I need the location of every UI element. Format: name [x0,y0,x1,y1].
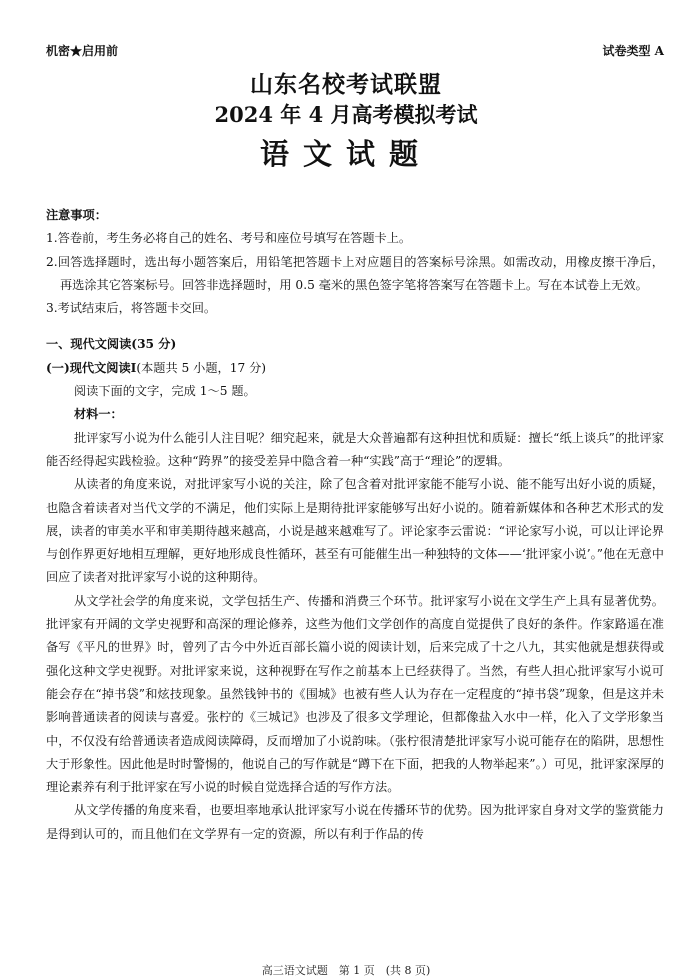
exam-union-title: 山东名校考试联盟 [250,71,442,98]
reading-instruction: 阅读下面的文字，完成 1～5 题。 [74,384,256,399]
title-block [0,70,692,176]
spacer [46,320,664,333]
page-footer: 高三语文试题 第 1 页 (共 8 页) [261,964,431,977]
subsection-note: (本题共 5 小题，17 分) [136,360,267,375]
notice-item: 2.回答选择题时，选出每小题答案后，用铅笔把答题卡上对应题目的答案标号涂黑。如需改动，用橡皮擦干净后，再选涂其它答案标号。回答非选择题时，用 0.5 毫米的黑色签字笔将答案写在答题卡上。写在本试卷上无效。 [46,254,664,292]
confidential-mark: 机密★启用前 [46,44,119,58]
passage-paragraph: 从文学社会学的角度来说，文学包括生产、传播和消费三个环节。批评家写小说在文学生产上具有显著优势。批评家有开阔的文学史视野和高深的理论修养，这些为他们文学创作的高度自觉提供了良好的条件。作家路遥在准备写《平凡的世界》时，曾列了古今中外近百部长篇小说的阅读计划，后来完成了十之八九，其实他就是想获得或强化这种文学史视野。对批评家来说，这种视野在写作之前基本上已经获得了。当然，有些人担心批评家写小说可能会存在“掉书袋”和炫技现象。虽然钱钟书的《围城》也被有些人认为存在一定程度的“掉书袋”现象，但是这并未影响普通读者的阅读与喜爱。张柠的《三城记》也涉及了很多文学理论，但都像盐入水中一样，化入了文学形象当中，不仅没有给普通读者造成阅读障碍，反而增加了小说韵味。（张柠很清楚批评家写小说可能存在的陷阱，思想性大于形象性。因此他是时时警惕的，他说自己的写作就是“蹲下在下面，把我的人物举起来”。）可见，批评家深厚的理论素养有利于批评家在写小说的时候自觉选择合适的写作方法。 [46,593,664,795]
exam-date-title: 2024 年 4 月高考模拟考试 [214,102,478,127]
subject-title: 语文试题 [259,137,432,171]
notice-item: 3.考试结束后，将答题卡交回。 [46,301,217,316]
passage-paragraph: 从文学传播的角度来看，也要坦率地承认批评家写小说在传播环节的优势。因为批评家自身对文学的鉴赏能力是得到认可的，而且他们在文学界有一定的资源，所以有利于作品的传 [46,803,664,841]
material-label: 材料一： [74,407,123,422]
section-title: 一、现代文阅读(35 分) [46,337,177,352]
passage-paragraph: 批评家写小说为什么能引人注目呢？细究起来，就是大众普遍都有这种担忧和质疑：擅长“纸上谈兵”的批评家能否经得起实践检验。这种“跨界”的接受差异中隐含着一种“实践”高于“理论”的逻辑。 [46,430,664,468]
top-header [46,42,664,60]
passage-paragraph: 从读者的角度来说，对批评家写小说的关注，除了包含着对批评家能不能写小说、能不能写出好小说的质疑，也隐含着读者对当代文学的不满足，他们实际上是期待批评家能够写出好小说的。随着新媒体和各种艺术形式的发展，读者的审美水平和审美期待越来越高，小说是越来越难写了。评论家李云雷说：“评论家写小说，可以让评论界与创作界更好地相互理解，更好地形成良性循环，甚至有可能催生出一种独特的文体——‘批评家小说’。”他在无意中回应了读者对批评家写小说的这种期待。 [46,477,664,585]
notice-heading: 注意事项： [46,208,107,222]
exam-content [46,204,664,846]
subsection-title: (一)现代文阅读Ⅰ [46,360,137,375]
paper-type-label: 试卷类型 A [602,44,664,58]
notice-item: 1.答卷前，考生务必将自己的姓名、考号和座位号填写在答题卡上。 [46,231,412,246]
subsection-heading [46,357,664,380]
